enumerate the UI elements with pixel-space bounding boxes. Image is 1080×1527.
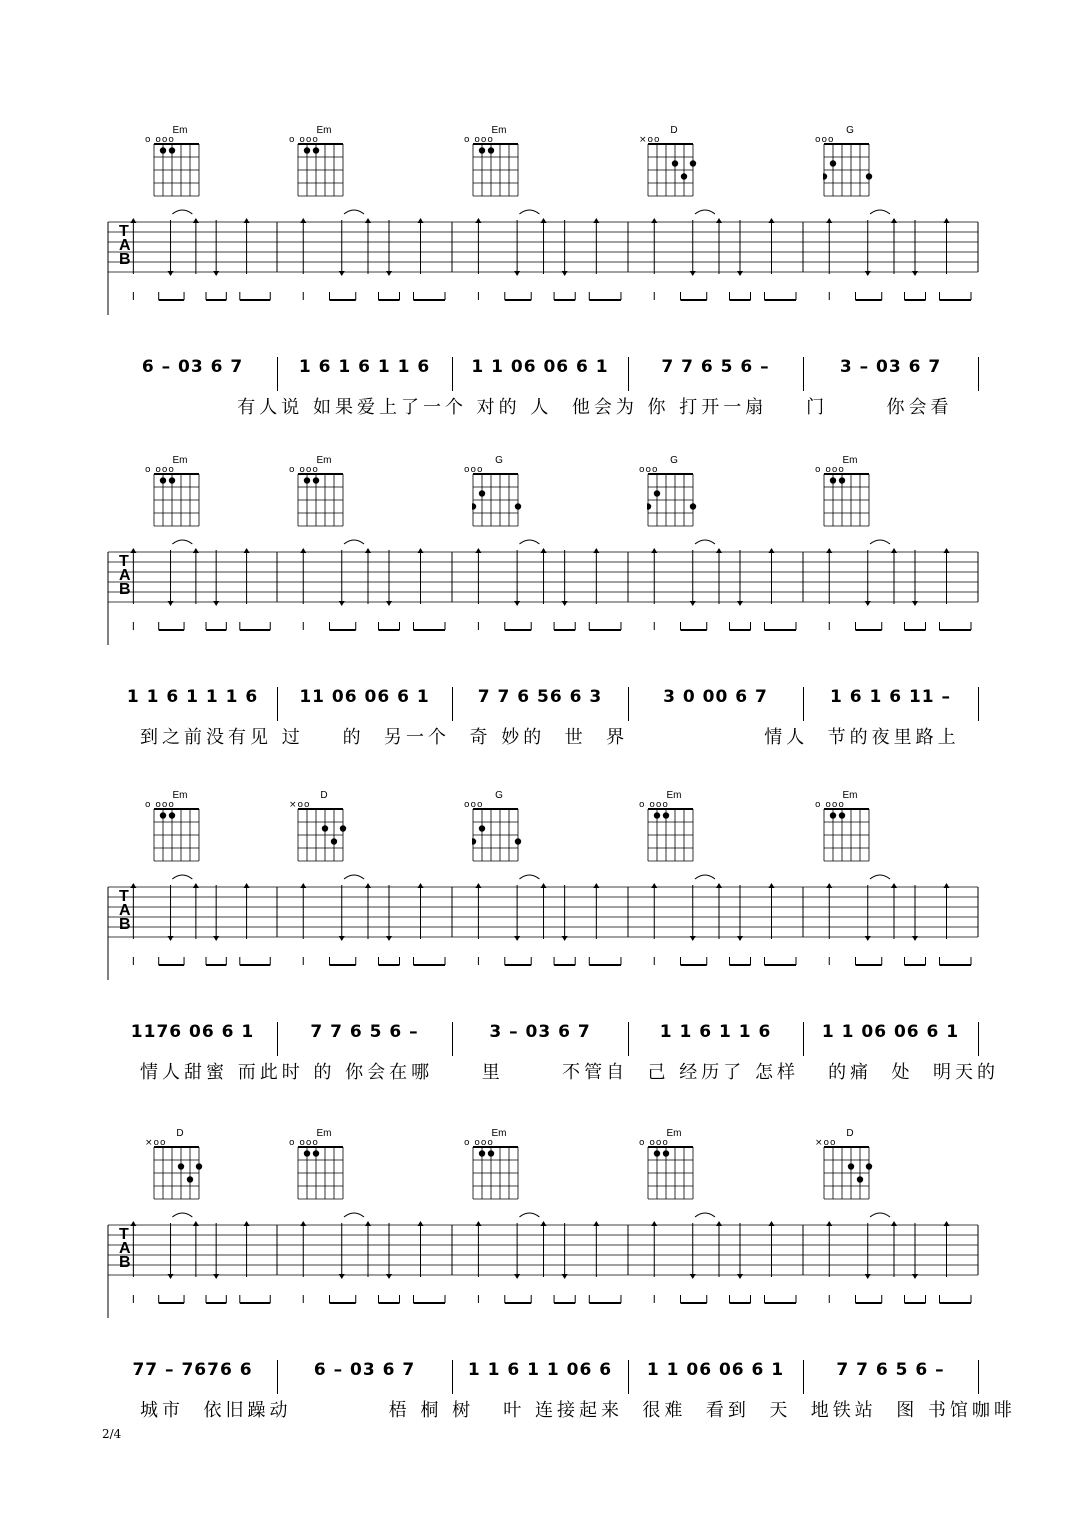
chord-name: Em	[172, 125, 188, 136]
strum-arrowhead	[244, 1221, 250, 1226]
measure-notes: 1 6 1 6 11 –	[829, 687, 952, 707]
chord-name: D	[670, 125, 678, 136]
open-string-markers: ×oo	[289, 800, 311, 810]
strum-arrowhead	[130, 218, 136, 223]
strum-arrowhead	[193, 548, 199, 553]
lyric-line: 到之前没有见 过 的 另一个 奇 妙的 世 界 情人 节的夜里路上	[140, 727, 960, 748]
strum-arrowhead	[769, 218, 775, 223]
tie-arc	[344, 210, 364, 214]
strum-arrowhead	[213, 271, 219, 276]
strum-arrowhead	[244, 883, 250, 888]
strum-arrowhead	[386, 1274, 392, 1279]
score-system	[0, 125, 1080, 425]
tie-arc	[519, 210, 539, 214]
chord-name: G	[670, 455, 678, 466]
strum-arrowhead	[386, 271, 392, 276]
strum-arrowhead	[865, 271, 871, 276]
strum-arrowhead	[213, 601, 219, 606]
open-string-markers: o ooo	[289, 1138, 319, 1148]
open-string-markers: ×oo	[639, 135, 661, 145]
lyric-line: 有人说 如果爱上了一个 对的 人 他会为 你 打开一扇 门 你会看	[140, 397, 953, 418]
measure-notes: 1 6 1 6 1 1 6	[298, 357, 431, 377]
barline	[978, 687, 979, 721]
tie-arc	[344, 1213, 364, 1217]
strum-arrowhead	[716, 218, 722, 223]
strum-arrowhead	[826, 883, 832, 888]
chord-name: D	[176, 1128, 184, 1139]
strum-arrowhead	[130, 548, 136, 553]
strum-arrowhead	[865, 601, 871, 606]
measure-notes: 1 1 6 1 1 06 6	[467, 1360, 613, 1380]
strum-arrowhead	[541, 1221, 547, 1226]
strum-arrowhead	[562, 936, 568, 941]
measure-notes: 7 7 6 56 6 3	[477, 687, 603, 707]
strum-arrowhead	[418, 218, 424, 223]
strum-arrowhead	[213, 936, 219, 941]
barline	[452, 1022, 453, 1056]
strum-arrowhead	[826, 548, 832, 553]
chord-name: G	[495, 455, 503, 466]
strum-arrowhead	[475, 218, 481, 223]
barline	[628, 687, 629, 721]
measure-notes: 3 0 00 6 7	[663, 687, 768, 707]
barline	[803, 687, 804, 721]
strum-arrowhead	[562, 601, 568, 606]
tab-clef-letter: T	[119, 553, 129, 570]
open-string-markers: o ooo	[815, 800, 845, 810]
chord-name: Em	[316, 125, 332, 136]
strum-arrowhead	[418, 883, 424, 888]
jianpu-row	[0, 357, 1080, 397]
tab-clef-letter: B	[119, 581, 131, 598]
strum-arrowhead	[541, 548, 547, 553]
strum-arrowhead	[365, 548, 371, 553]
strum-arrowhead	[168, 1274, 174, 1279]
tab-staff	[0, 1128, 1080, 1318]
chord-name: Em	[491, 125, 507, 136]
strum-arrowhead	[944, 218, 950, 223]
strum-arrowhead	[300, 883, 306, 888]
strum-arrowhead	[690, 271, 696, 276]
strum-arrowhead	[912, 271, 918, 276]
measure-notes: 7 7 6 5 6 –	[310, 1022, 419, 1042]
tab-clef-letter: A	[119, 567, 131, 584]
strum-arrowhead	[244, 218, 250, 223]
chord-name: Em	[172, 790, 188, 801]
strum-arrowhead	[562, 1274, 568, 1279]
strum-arrowhead	[475, 883, 481, 888]
barline	[452, 1360, 453, 1394]
chord-name: Em	[666, 790, 682, 801]
strum-arrowhead	[193, 1221, 199, 1226]
measure-notes: 1 1 06 06 6 1	[471, 357, 609, 377]
strum-arrowhead	[826, 218, 832, 223]
strum-arrowhead	[541, 883, 547, 888]
open-string-markers: ×oo	[145, 1138, 167, 1148]
strum-arrowhead	[737, 1274, 743, 1279]
measure-notes: 7 7 6 5 6 –	[661, 357, 770, 377]
open-string-markers: o ooo	[464, 135, 494, 145]
strum-arrowhead	[130, 1221, 136, 1226]
tie-arc	[344, 875, 364, 879]
measure-notes: 1 1 6 1 1 6	[659, 1022, 772, 1042]
tab-staff	[0, 125, 1080, 315]
chord-name: Em	[842, 455, 858, 466]
chord-name: Em	[666, 1128, 682, 1139]
tie-arc	[870, 1213, 890, 1217]
strum-arrowhead	[562, 271, 568, 276]
strum-arrowhead	[168, 271, 174, 276]
chord-name: Em	[316, 1128, 332, 1139]
strum-arrowhead	[737, 936, 743, 941]
barline	[452, 687, 453, 721]
barline	[628, 1360, 629, 1394]
tie-arc	[519, 540, 539, 544]
strum-arrowhead	[193, 883, 199, 888]
open-string-markers: ×oo	[815, 1138, 837, 1148]
strum-arrowhead	[514, 271, 520, 276]
measure-notes: 1 1 06 06 6 1	[646, 1360, 785, 1380]
strum-arrowhead	[300, 1221, 306, 1226]
measure-notes: 3 – 03 6 7	[839, 357, 942, 377]
measure-notes: 77 – 7676 6	[132, 1360, 253, 1380]
tie-arc	[870, 540, 890, 544]
tab-clef-letter: T	[119, 888, 129, 905]
barline	[978, 1022, 979, 1056]
tie-arc	[344, 540, 364, 544]
strum-arrowhead	[865, 936, 871, 941]
open-string-markers: o ooo	[639, 1138, 669, 1148]
barline	[978, 1360, 979, 1394]
tab-clef-letter: T	[119, 223, 129, 240]
strum-arrowhead	[651, 883, 657, 888]
chord-name: Em	[172, 455, 188, 466]
strum-arrowhead	[475, 1221, 481, 1226]
tie-arc	[870, 875, 890, 879]
strum-arrowhead	[168, 936, 174, 941]
strum-arrowhead	[651, 1221, 657, 1226]
lyric-line: 情人甜蜜 而此时 的 你会在哪 里 不管自 己 经历了 怎样 的痛 处 明天的	[140, 1062, 1000, 1083]
barline	[452, 357, 453, 391]
chord-name: Em	[842, 790, 858, 801]
chord-name: D	[320, 790, 328, 801]
strum-arrowhead	[213, 1274, 219, 1279]
strum-arrowhead	[891, 548, 897, 553]
strum-arrowhead	[418, 548, 424, 553]
strum-arrowhead	[690, 936, 696, 941]
barline	[277, 357, 278, 391]
strum-arrowhead	[339, 271, 345, 276]
strum-arrowhead	[593, 218, 599, 223]
open-string-markers: ooo	[639, 465, 659, 475]
strum-arrowhead	[891, 883, 897, 888]
strum-arrowhead	[651, 548, 657, 553]
strum-arrowhead	[593, 1221, 599, 1226]
strum-arrowhead	[514, 936, 520, 941]
tie-arc	[695, 540, 715, 544]
measure-notes: 3 – 03 6 7	[489, 1022, 591, 1042]
strum-arrowhead	[593, 548, 599, 553]
open-string-markers: ooo	[464, 465, 484, 475]
chord-name: G	[846, 125, 854, 136]
barline	[803, 1360, 804, 1394]
strum-arrowhead	[737, 271, 743, 276]
jianpu-row	[0, 1022, 1080, 1062]
strum-arrowhead	[651, 218, 657, 223]
tab-clef-letter: A	[119, 237, 131, 254]
tab-staff	[0, 455, 1080, 645]
chord-name: G	[495, 790, 503, 801]
strum-arrowhead	[193, 218, 199, 223]
open-string-markers: o ooo	[145, 465, 175, 475]
strum-arrowhead	[912, 1274, 918, 1279]
open-string-markers: ooo	[464, 800, 484, 810]
jianpu-row	[0, 1360, 1080, 1400]
strum-arrowhead	[365, 883, 371, 888]
measure-notes: 11 06 06 6 1	[299, 687, 430, 707]
lyric-line: 城市 依旧躁动 梧 桐 树 叶 连接起来 很难 看到 天 地铁站 图 书馆咖啡	[140, 1400, 1016, 1421]
strum-arrowhead	[130, 883, 136, 888]
strum-arrowhead	[944, 883, 950, 888]
strum-arrowhead	[300, 548, 306, 553]
measure-notes: 1 1 6 1 1 1 6	[126, 687, 259, 707]
strum-arrowhead	[300, 218, 306, 223]
tie-arc	[695, 210, 715, 214]
barline	[277, 1360, 278, 1394]
strum-arrowhead	[944, 1221, 950, 1226]
tie-arc	[519, 875, 539, 879]
open-string-markers: o ooo	[145, 800, 175, 810]
strum-arrowhead	[386, 601, 392, 606]
strum-arrowhead	[365, 1221, 371, 1226]
measure-notes: 1 1 06 06 6 1	[821, 1022, 960, 1042]
page-number: 2/4	[102, 1427, 122, 1441]
strum-arrowhead	[716, 883, 722, 888]
strum-arrowhead	[912, 601, 918, 606]
tab-clef-letter: T	[119, 1226, 129, 1243]
tie-arc	[172, 540, 192, 544]
tie-arc	[172, 1213, 192, 1217]
strum-arrowhead	[891, 1221, 897, 1226]
score-system	[0, 790, 1080, 1090]
strum-arrowhead	[737, 601, 743, 606]
chord-name: Em	[316, 455, 332, 466]
strum-arrowhead	[386, 936, 392, 941]
open-string-markers: o ooo	[289, 465, 319, 475]
barline	[803, 357, 804, 391]
strum-arrowhead	[244, 548, 250, 553]
strum-arrowhead	[418, 1221, 424, 1226]
strum-arrowhead	[944, 548, 950, 553]
jianpu-row	[0, 687, 1080, 727]
tie-arc	[172, 875, 192, 879]
strum-arrowhead	[865, 1274, 871, 1279]
tie-arc	[172, 210, 192, 214]
barline	[978, 357, 979, 391]
measure-notes: 1176 06 6 1	[130, 1022, 255, 1042]
strum-arrowhead	[514, 1274, 520, 1279]
strum-arrowhead	[912, 936, 918, 941]
barline	[277, 687, 278, 721]
chord-name: D	[846, 1128, 854, 1139]
tab-staff	[0, 790, 1080, 980]
strum-arrowhead	[769, 1221, 775, 1226]
tab-clef-letter: A	[119, 1240, 131, 1257]
barline	[628, 1022, 629, 1056]
strum-arrowhead	[716, 548, 722, 553]
open-string-markers: o ooo	[639, 800, 669, 810]
measure-notes: 6 – 03 6 7	[313, 1360, 416, 1380]
tie-arc	[695, 1213, 715, 1217]
strum-arrowhead	[339, 936, 345, 941]
barline	[277, 1022, 278, 1056]
barline	[628, 357, 629, 391]
open-string-markers: ooo	[815, 135, 835, 145]
measure-notes: 7 7 6 5 6 –	[836, 1360, 945, 1380]
strum-arrowhead	[541, 218, 547, 223]
strum-arrowhead	[593, 883, 599, 888]
open-string-markers: o ooo	[145, 135, 175, 145]
score-system	[0, 1128, 1080, 1428]
open-string-markers: o ooo	[289, 135, 319, 145]
strum-arrowhead	[168, 601, 174, 606]
tie-arc	[695, 875, 715, 879]
strum-arrowhead	[514, 601, 520, 606]
strum-arrowhead	[475, 548, 481, 553]
strum-arrowhead	[690, 1274, 696, 1279]
tab-clef-letter: A	[119, 902, 131, 919]
strum-arrowhead	[826, 1221, 832, 1226]
tie-arc	[519, 1213, 539, 1217]
chord-name: Em	[491, 1128, 507, 1139]
tab-clef-letter: B	[119, 1254, 131, 1271]
strum-arrowhead	[716, 1221, 722, 1226]
measure-notes: 6 – 03 6 7	[141, 357, 244, 377]
strum-arrowhead	[339, 601, 345, 606]
strum-arrowhead	[339, 1274, 345, 1279]
strum-arrowhead	[365, 218, 371, 223]
strum-arrowhead	[769, 883, 775, 888]
strum-arrowhead	[690, 601, 696, 606]
barline	[803, 1022, 804, 1056]
strum-arrowhead	[891, 218, 897, 223]
open-string-markers: o ooo	[815, 465, 845, 475]
tie-arc	[870, 210, 890, 214]
strum-arrowhead	[769, 548, 775, 553]
tab-clef-letter: B	[119, 916, 131, 933]
open-string-markers: o ooo	[464, 1138, 494, 1148]
score-system	[0, 455, 1080, 755]
tab-clef-letter: B	[119, 251, 131, 268]
